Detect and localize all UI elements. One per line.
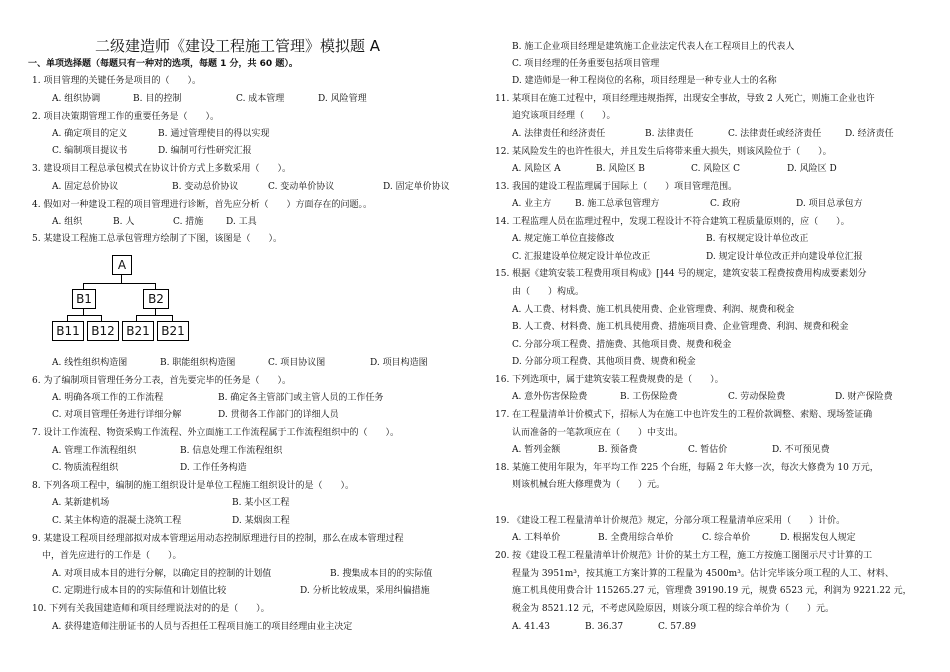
question-20: 20. 按《建设工程工程量清单计价规范》计价的某土方工程，施工方按施工图图示尺寸计算的工: [495, 551, 873, 561]
option: D. 某烟囱工程: [232, 516, 290, 526]
option: A. 线性组织构造图: [52, 358, 128, 368]
option: C. 法律责任或经济责任: [728, 129, 822, 139]
option: B. 全费用综合单价: [598, 533, 674, 543]
option: C. 政府: [710, 199, 741, 209]
option: D. 根据发包人规定: [780, 533, 856, 543]
option: D. 经济责任: [845, 129, 894, 139]
option: C. 定期进行成本目的的实际值和计划值比较: [52, 586, 227, 596]
question-15: 15. 根据《建筑安装工程费用项目构成》[]44 号的规定，建筑安装工程费按费用构成要素划分: [495, 269, 867, 279]
question-12: 12. 某风险发生的也许性很大，并且发生后将带来重大损失，则该风险位于（ ）。: [495, 147, 832, 157]
option: B. 搜集成本目的的实际值: [330, 569, 433, 579]
page-title: 二级建造师《建设工程施工管理》模拟题 A: [95, 37, 381, 55]
option: A. 组织: [52, 217, 83, 227]
diagram-edge: [67, 315, 101, 316]
option: B. 施工总承包管理方: [575, 199, 660, 209]
question-9: 9. 某建设工程项目经理部拟对成本管理运用动态控制原理进行目的控制，那么在成本管理过程: [32, 534, 404, 544]
option: C. 分部分项工程费、措施费、其他项目费、规费和税金: [512, 340, 732, 350]
option: A. 业主方: [512, 199, 552, 209]
question-5: 5. 某建设工程施工总承包管理方绘制了下图，该图是（ ）。: [32, 234, 282, 244]
option: A. 对项目成本目的进行分解，以确定目的控制的计划值: [52, 569, 272, 579]
option: A. 固定总价协议: [52, 182, 119, 192]
option: D. 项目总承包方: [796, 199, 863, 209]
option: D. 贯彻各工作部门的详细人员: [218, 410, 339, 420]
option: D. 分析比较成果，采用纠偏措施: [300, 586, 430, 596]
option: B. 法律责任: [645, 129, 694, 139]
option: C. 风险区 C: [691, 164, 741, 174]
option: D. 规定设计单位改正并向建设单位汇报: [706, 252, 863, 262]
option: A. 法律责任和经济责任: [512, 129, 606, 139]
question-8: 8. 下列各项工程中，编制的施工组织设计是单位工程施工组织设计的是（ ）。: [32, 481, 354, 491]
option: C. 对项目管理任务进行详细分解: [52, 410, 182, 420]
option: B. 有权规定设计单位改正: [706, 234, 809, 244]
option: B. 人: [113, 217, 135, 227]
question-11-cont: 追究该项目经理（ ）。: [512, 111, 616, 121]
option: D. 风险管理: [318, 94, 367, 104]
option: D. 财产保险费: [835, 392, 893, 402]
org-structure-diagram: [52, 255, 202, 347]
option: B. 预备费: [598, 445, 638, 455]
question-7: 7. 设计工作流程、物资采购工作流程、外立面施工工作流程属于工作流程组织中的（ ）。: [32, 428, 399, 438]
option: B. 某小区工程: [232, 498, 290, 508]
diagram-node-b11: B11: [52, 321, 84, 341]
option: A. 某新建机场: [52, 498, 110, 508]
option: B. 施工企业项目经理是建筑施工企业法定代表人在工程项目上的代表人: [512, 42, 795, 52]
option: C. 劳动保险费: [728, 392, 786, 402]
option: A. 风险区 A: [512, 164, 561, 174]
question-17-cont: 认而准备的一笔款项应在（ ）中支出。: [512, 428, 684, 438]
question-6: 6. 为了编制项目管理任务分工表，首先要完毕的任务是（ ）。: [32, 376, 291, 386]
diagram-edge: [155, 308, 156, 315]
question-15-cont: 由（ ）构成。: [512, 287, 585, 297]
question-3: 3. 建设项目工程总承包模式在协议计价方式上多数采用（ ）。: [32, 164, 291, 174]
question-20-cont: 程量为 3951m³，按其施工方案计算的工程量为 4500m³。估计完毕该分项工程的人工、材料、: [512, 569, 894, 579]
diagram-node-b12: B12: [87, 321, 119, 341]
question-2: 2. 项目决策期管理工作的重要任务是（ ）。: [32, 112, 219, 122]
question-1: 1. 项目管理的关键任务是项目的（ ）。: [32, 76, 201, 86]
option: D. 不可预见费: [772, 445, 830, 455]
option: B. 确定各主管部门或主管人员的工作任务: [218, 393, 384, 403]
option: C. 某主体构造的混凝土浇筑工程: [52, 516, 182, 526]
question-16: 16. 下列选项中，属于建筑安装工程费规费的是（ ）。: [495, 375, 724, 385]
option: C. 变动单价协议: [268, 182, 335, 192]
option: D. 工具: [226, 217, 257, 227]
question-14: 14. 工程监理人员在监理过程中，发现工程设计不符合建筑工程质量原则的，应（ ）。: [495, 217, 850, 227]
diagram-node-a: A: [112, 255, 132, 275]
option: D. 工作任务构造: [180, 463, 247, 473]
question-17: 17. 在工程量清单计价模式下，招标人为在施工中也许发生的工程价款调整、索赔、现场签证确: [495, 410, 873, 420]
option: A. 获得建造师注册证书的人员与否担任工程项目施工的项目经理由业主决定: [52, 622, 353, 632]
question-18: 18. 某施工使用年限为，年平均工作 225 个台班，每隔 2 年大修一次，每次大修费为 10 万元，: [495, 463, 879, 473]
section-heading: 一、单项选择题（每题只有一种对的选项，每题 1 分，共 60 题）。: [28, 59, 298, 69]
option: B. 通过管理使目的得以实现: [158, 129, 270, 139]
diagram-edge: [136, 315, 172, 316]
option: C. 暂估价: [688, 445, 728, 455]
option: C. 成本管理: [236, 94, 285, 104]
option: A. 意外伤害保险费: [512, 392, 588, 402]
option: C. 汇报建设单位规定设计单位改正: [512, 252, 651, 262]
option: A. 管理工作流程组织: [52, 446, 137, 456]
option: B. 风险区 B: [596, 164, 645, 174]
option: B. 变动总价协议: [172, 182, 239, 192]
option: D. 编制可行性研究汇报: [158, 146, 252, 156]
option: B. 职能组织构造图: [160, 358, 236, 368]
option: A. 人工费、材料费、施工机具使用费、企业管理费、利润、规费和税金: [512, 305, 795, 315]
option: D. 固定单价协议: [383, 182, 450, 192]
diagram-edge: [121, 274, 122, 283]
option: C. 物质流程组织: [52, 463, 119, 473]
diagram-node-b2: B2: [143, 289, 169, 309]
option: D. 建造师是一种工程岗位的名称，项目经理是一种专业人士的名称: [512, 76, 777, 86]
option: D. 项目构造图: [370, 358, 428, 368]
option: B. 工伤保险费: [620, 392, 678, 402]
option: C. 57.89: [658, 622, 697, 632]
question-19: 19. 《建设工程工程量清单计价规范》规定，分部分项工程量清单应采用（ ）计价。: [495, 516, 846, 526]
option: B. 目的控制: [133, 94, 182, 104]
option: C. 措施: [173, 217, 204, 227]
question-9-cont: 中，首先应进行的工作是（ ）。: [42, 551, 182, 561]
option: B. 信息处理工作流程组织: [180, 446, 283, 456]
diagram-node-b21b: B21: [157, 321, 189, 341]
question-18-cont: 则该机械台班大修理费为（ ）元。: [512, 480, 666, 490]
option: A. 组织协调: [52, 94, 101, 104]
diagram-node-b21: B21: [122, 321, 154, 341]
option: C. 编制项目提议书: [52, 146, 128, 156]
option: B. 36.37: [585, 622, 624, 632]
option: A. 41.43: [512, 622, 550, 632]
option: B. 人工费、材料费、施工机具使用费、措施项目费、企业管理费、利润、规费和税金: [512, 322, 849, 332]
question-10: 10. 下列有关我国建造师和项目经理说法对的的是（ ）。: [32, 604, 270, 614]
option: A. 确定项目的定义: [52, 129, 128, 139]
diagram-edge: [83, 308, 84, 315]
question-4: 4. 假如对一种建设工程的项目管理进行诊断，首先应分析（ ）方面存在的问题。。: [32, 200, 372, 210]
option: C. 综合单价: [702, 533, 751, 543]
question-13: 13. 我国的建设工程监理属于国际上（ ）项目管理范围。: [495, 182, 738, 192]
option: C. 项目协议图: [268, 358, 326, 368]
option: C. 项目经理的任务重要包括项目管理: [512, 59, 660, 69]
question-11: 11. 某项目在施工过程中，项目经理违规指挥，出现安全事故，导致 2 人死亡，则施工企业也许: [495, 94, 875, 104]
option: D. 风险区 D: [787, 164, 837, 174]
diagram-edge: [83, 283, 155, 284]
option: A. 规定施工单位直接修改: [512, 234, 615, 244]
question-20-cont: 税金为 8521.12 元，不考虑风险原因，则该分项工程的综合单价为（ ）元。: [512, 604, 834, 614]
option: D. 分部分项工程费、其他项目费、规费和税金: [512, 357, 696, 367]
diagram-node-b1: B1: [72, 289, 96, 309]
option: A. 工料单价: [512, 533, 561, 543]
question-20-cont: 施工机具使用费合计 115265.27 元，管理费 39190.19 元，规费 6523 元，利润为 9221.22 元，: [512, 586, 912, 596]
option: A. 暂列金额: [512, 445, 561, 455]
option: A. 明确各项工作的工作流程: [52, 393, 164, 403]
